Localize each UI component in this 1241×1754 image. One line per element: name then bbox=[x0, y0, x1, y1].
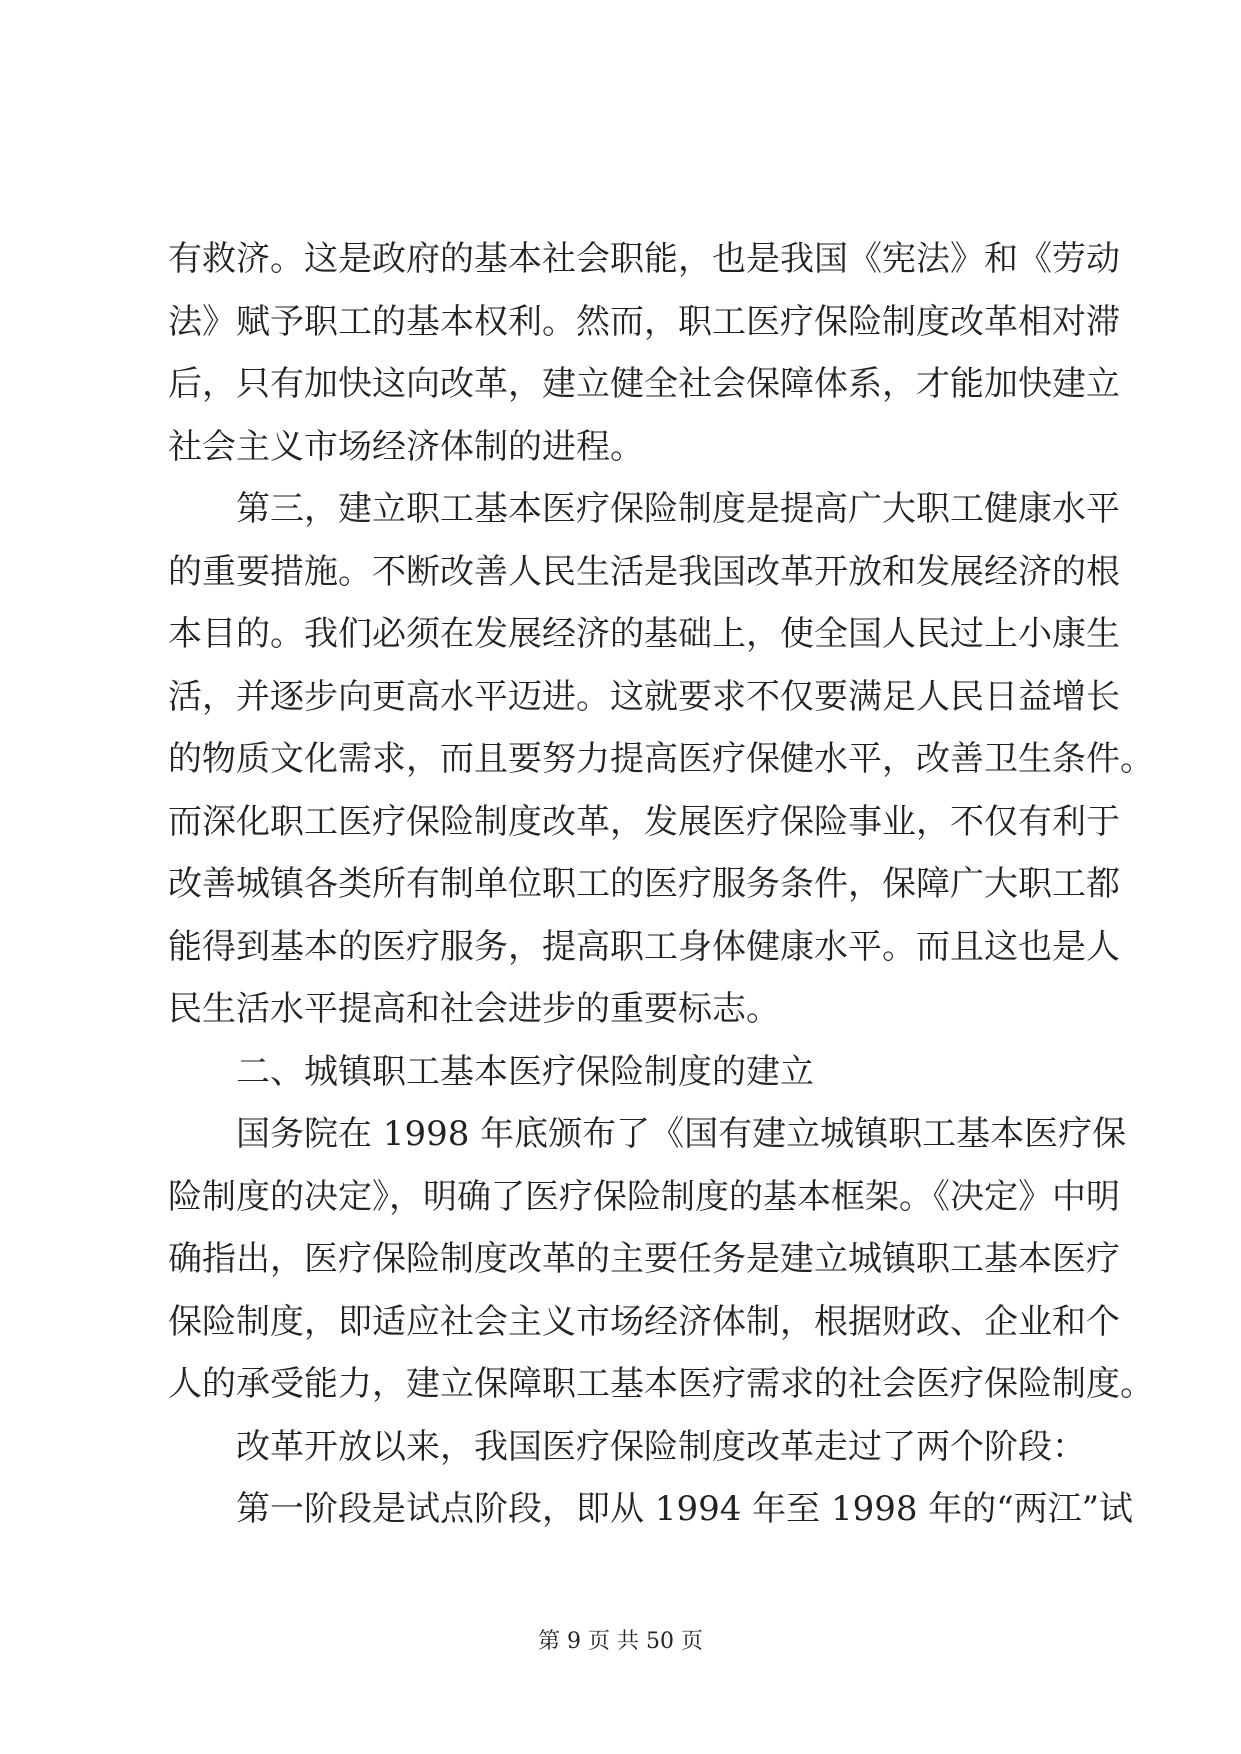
text-line: 而深化职工医疗保险制度改革，发展医疗保险事业，不仅有利于 bbox=[168, 801, 1120, 842]
text-line: 的物质文化需求，而且要努力提高医疗保健水平，改善卫生条件。 bbox=[168, 739, 1154, 779]
text-line: 活，并逐步向更高水平迈进。这就要求不仅要满足人民日益增长 bbox=[168, 676, 1120, 717]
section-heading: 二、城镇职工基本医疗保险制度的建立 bbox=[236, 1051, 814, 1092]
text-line: 有救济。这是政府的基本社会职能，也是我国《宪法》和《劳动 bbox=[168, 239, 1120, 279]
text-line: 人的承受能力，建立保障职工基本医疗需求的社会医疗保险制度。 bbox=[168, 1364, 1154, 1404]
page-number-footer: 第 9 页 共 50 页 bbox=[538, 1629, 703, 1654]
text-line: 险制度的决定》，明确了医疗保险制度的基本框架。《决定》中明 bbox=[168, 1176, 1120, 1217]
text-line: 保险制度，即适应社会主义市场经济体制，根据财政、企业和个 bbox=[168, 1301, 1120, 1342]
text-line: 第一阶段是试点阶段，即从 1994 年至 1998 年的“两江”试 bbox=[236, 1489, 1134, 1529]
text-line: 第三，建立职工基本医疗保险制度是提高广大职工健康水平 bbox=[236, 489, 1120, 529]
text-line: 改革开放以来，我国医疗保险制度改革走过了两个阶段： bbox=[236, 1426, 1086, 1467]
text-line: 能得到基本的医疗服务，提高职工身体健康水平。而且这也是人 bbox=[168, 926, 1120, 967]
text-line: 法》赋予职工的基本权利。然而，职工医疗保险制度改革相对滞 bbox=[168, 301, 1120, 342]
body-text bbox=[168, 228, 1154, 1541]
text-line: 后，只有加快这向改革，建立健全社会保障体系，才能加快建立 bbox=[168, 364, 1120, 404]
text-line: 本目的。我们必须在发展经济的基础上，使全国人民过上小康生 bbox=[168, 614, 1120, 654]
text-line: 社会主义市场经济体制的进程。 bbox=[168, 426, 644, 467]
text-line: 的重要措施。不断改善人民生活是我国改革开放和发展经济的根 bbox=[168, 551, 1120, 592]
text-line: 国务院在 1998 年底颁布了《国有建立城镇职工基本医疗保 bbox=[236, 1114, 1127, 1154]
text-line: 确指出，医疗保险制度改革的主要任务是建立城镇职工基本医疗 bbox=[168, 1239, 1120, 1279]
text-line: 改善城镇各类所有制单位职工的医疗服务条件，保障广大职工都 bbox=[168, 864, 1120, 904]
text-line: 民生活水平提高和社会进步的重要标志。 bbox=[168, 989, 780, 1029]
